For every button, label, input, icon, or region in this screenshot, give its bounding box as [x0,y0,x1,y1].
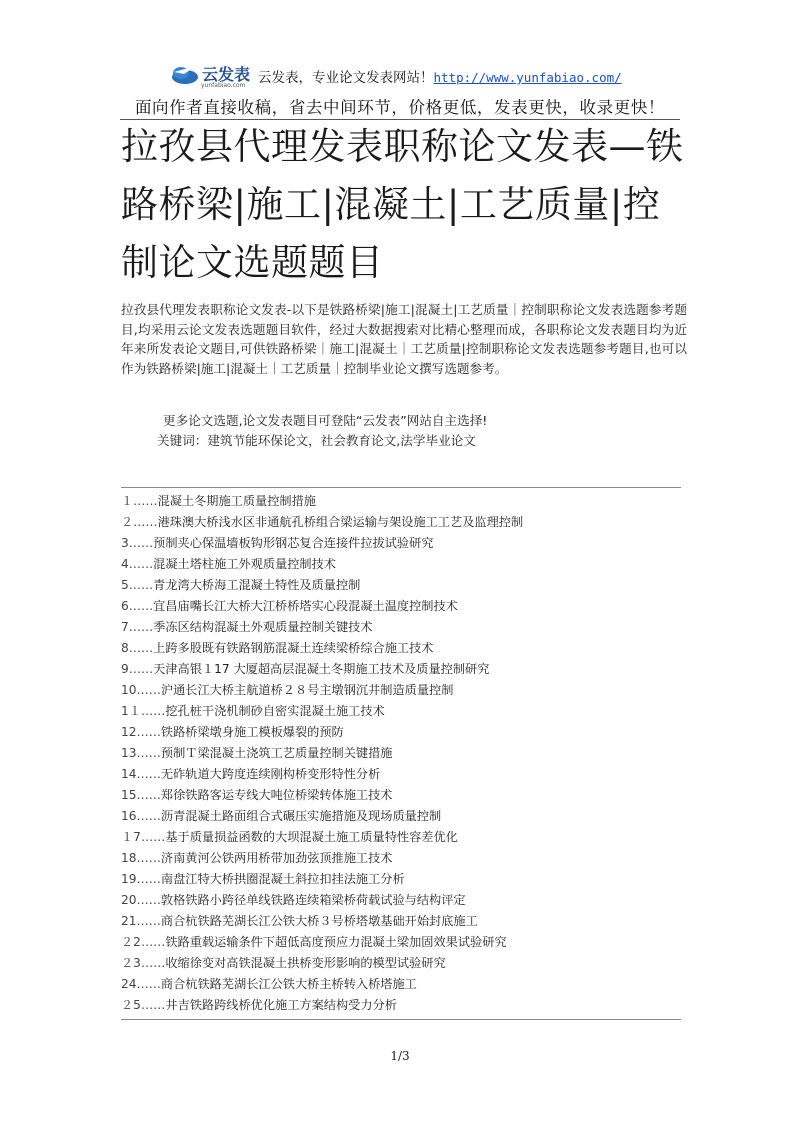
list-top-divider [121,487,681,488]
item-title: 混凝土塔柱施工外观质量控制技术 [153,557,336,571]
list-item [121,785,681,806]
item-title: 混凝土冬期施工质量控制措施 [157,494,316,508]
list-item [121,932,681,953]
list-item [121,701,681,722]
list-item [121,869,681,890]
item-title: 济南黄河公铁两用桥带加劲弦顶推施工技术 [160,851,393,865]
item-number: ２5…… [121,998,166,1012]
item-number: 12…… [121,725,161,739]
list-item [121,995,681,1016]
keywords-line: 关键词：建筑节能环保论文，社会教育论文,法学毕业论文 [157,433,476,448]
list-item [121,491,681,512]
list-item [121,554,681,575]
item-title: 收缩徐变对高铁混凝土拱桥变形影响的模型试验研究 [165,956,446,970]
item-number: 21…… [121,914,161,928]
item-title: 南盘江特大桥拱圈混凝土斜拉扣挂法施工分析 [160,872,405,886]
topic-list [121,491,681,1016]
item-title: 预制Ｔ梁混凝土浇筑工艺质量控制关键措施 [160,746,393,760]
item-title: 商合杭铁路芜湖长江公铁大桥主桥转入桥塔施工 [160,977,417,991]
list-item [121,638,681,659]
item-title: 郑徐铁路客运专线大吨位桥梁转体施工技术 [160,788,393,802]
item-number: 16…… [121,809,161,823]
item-number: １…… [121,494,158,508]
list-item [121,764,681,785]
item-number: 1１…… [121,704,166,718]
item-title: 无砟轨道大跨度连续刚构桥变形特性分析 [160,767,381,781]
item-number: 24…… [121,977,161,991]
item-number: 4…… [121,557,154,571]
list-item [121,617,681,638]
list-item [121,533,681,554]
list-item [121,890,681,911]
more-topics-note: 更多论文选题,论文发表题目可登陆“云发表”网站自主选择! [163,413,488,428]
item-title: 沥青混凝土路面组合式碾压实施措施及现场质量控制 [160,809,442,823]
item-title: 商合杭铁路芜湖长江公铁大桥３号桥塔墩基础开始封底施工 [160,914,478,928]
item-number: ２3…… [121,956,166,970]
slogan-text: 云发表，专业论文发表网站！ [258,70,434,86]
document-title: 拉孜县代理发表职称论文发表—铁路桥梁|施工|混凝土|工艺质量|控制论文选题题目 [121,125,684,284]
list-bottom-divider [121,1019,681,1020]
list-item [121,512,681,533]
site-slogan [258,66,622,86]
item-number: 10…… [121,683,161,697]
list-item [121,911,681,932]
item-number: 6…… [121,599,154,613]
site-link[interactable]: http://www.yunfabiao.com/ [433,70,622,85]
item-number: 8…… [121,641,154,655]
item-title: 沪通长江大桥主航道桥２８号主墩钢沉井制造质量控制 [160,683,454,697]
item-number: 14…… [121,767,161,781]
item-number: 3…… [121,536,154,550]
list-item [121,953,681,974]
item-number: 9…… [121,662,154,676]
item-title: 上跨多股既有铁路钢筋混凝土连续梁桥综合施工技术 [153,641,434,655]
item-title: 铁路重载运输条件下超低高度预应力混凝土梁加固效果试验研究 [165,935,507,949]
site-header [0,58,800,92]
list-item [121,848,681,869]
item-number: 15…… [121,788,161,802]
item-number: 20…… [121,893,161,907]
item-title: 港珠澳大桥浅水区非通航孔桥组合梁运输与架设施工工艺及监理控制 [157,515,524,529]
item-number: 5…… [121,578,154,592]
intro-paragraph: 拉孜县代理发表职称论文发表-以下是铁路桥梁|施工|混凝土|工艺质量｜控制职称论文发表选题参考题目,均采用云论文发表选题题目软件，经过大数据搜索对比精心整理而成，各职称论文发表题目均为近年来所发表论文题目,可供铁路桥梁｜施工|混凝土｜工艺质量|控制职称论文发表选题参考题目,也可以作为铁路桥梁|施工|混凝土｜工艺质量｜控制毕业论文撰写选题参考。 [121,302,687,376]
item-number: 13…… [121,746,161,760]
list-item [121,659,681,680]
item-number: １7…… [121,830,166,844]
list-item [121,722,681,743]
list-item [121,827,681,848]
list-item [121,680,681,701]
item-title: 铁路桥梁墩身施工模板爆裂的预防 [160,725,344,739]
list-item [121,974,681,995]
item-number: ２…… [121,515,158,529]
page-number: 1/3 [390,1049,410,1063]
item-title: 敦格铁路小跨径单线铁路连续箱梁桥荷载试验与结构评定 [160,893,466,907]
item-title: 宜昌庙嘴长江大桥大江桥桥塔实心段混凝土温度控制技术 [153,599,458,613]
list-item [121,575,681,596]
item-number: 19…… [121,872,161,886]
logo-subtext: yunfabiao.com [201,82,246,89]
item-number: 7…… [121,620,154,634]
item-title: 青龙湾大桥海工混凝土特性及质量控制 [153,578,361,592]
list-item [121,806,681,827]
list-item [121,596,681,617]
item-title: 井吉铁路跨线桥优化施工方案结构受力分析 [165,998,397,1012]
item-title: 季冻区结构混凝土外观质量控制关键技术 [153,620,373,634]
tagline: 面向作者直接收稿，省去中间环节，价格更低，发表更快，收录更快！ [134,98,666,117]
item-number: 18…… [121,851,161,865]
item-title: 基于质量损益函数的大坝混凝土施工质量特性容差优化 [165,830,458,844]
item-title: 天津高银１17 大厦超高层混凝土冬期施工技术及质量控制研究 [153,662,490,676]
list-item [121,743,681,764]
item-number: ２2…… [121,935,166,949]
logo-text: 云发表 [202,65,251,84]
item-title: 预制夹心保温墙板钩形钢芯复合连接件拉拔试验研究 [153,536,434,550]
item-title: 挖孔桩干浇机制砂自密实混凝土施工技术 [165,704,385,718]
cloud-plane-icon [170,60,200,86]
site-logo[interactable] [170,58,256,92]
